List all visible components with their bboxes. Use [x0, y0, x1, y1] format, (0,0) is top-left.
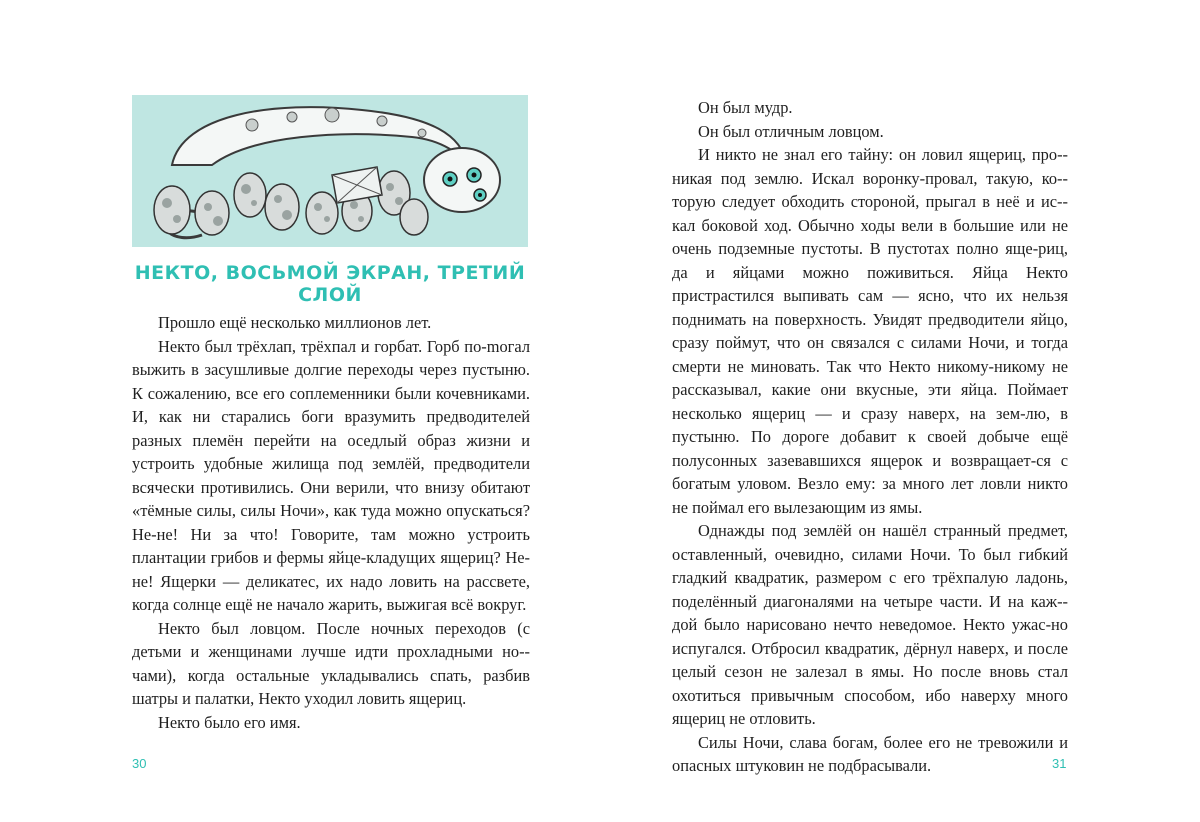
chapter-title: НЕКТО, ВОСЬМОЙ ЭКРАН, ТРЕТИЙ СЛОЙ: [134, 262, 526, 306]
page-number: 30: [132, 756, 147, 771]
paragraph: Некто был трёхлап, трёхпал и горбат. Горб по-mогал выжить в засушливые долгие переходы через пустыню. К сожалению, все его соплеменники были кочевниками. И, как ни старались боги вразумить предводителей разных племён перейти на оседлый образ жизни и устроить удобные жилища под землёй, предводители всячески противились. Они верили, что внизу обитают «тёмные силы, силы Ночи», как туда можно опускаться? Не-не! Ни за что! Говорите, там можно устроить плантации грибов и фермы яйце-кладущих ящериц? Не-не! Ящерки — деликатес, их надо ловить на рассвете, когда солнце ещё не начало жарить, выжигая всё вокруг.: [132, 336, 530, 614]
page-number: 31: [1052, 756, 1067, 771]
paragraph: Прошло ещё несколько миллионов лет.: [158, 313, 432, 332]
paragraph: Силы Ночи, слава богам, более его не тревожили и опасных штуковин не подбрасывали.: [672, 732, 1068, 775]
lizard-with-eggs-illustration: [132, 95, 528, 247]
paragraph: И никто не знал его тайну: он ловил ящериц, про-никая под землю. Искал воронку-провал, такую, ко-торую следует обходить стороной, прыгал в неё и ис-кал боковой ход. Обычно ходы вели в большие или не очень подземные пустоты. В пустотах полно яще-риц, да и яйцами можно поживиться. Яйца Некто пристрастился выпивать сам — ясно, что их нельзя поднимать на поверхность. Увидят предводители яйцо, сразу поймут, что он связался с силами Ночи, и тогда смерти не миновать. Так что Некто никому-никому не рассказывал, какие они вкусные, эти яйца. Поймает несколько ящериц — и сразу наверх, на зем-лю, в пустыню. По дороге добавит к своей добыче ещё полусонных зазевавшихся ящерок и возвращает-ся с богатым уловом. Везло ему: за много лет ловли никто не поймал его вылезающим из ямы.: [672, 145, 1068, 517]
paragraph: Некто было его имя.: [158, 712, 301, 732]
left-page-text: [132, 311, 530, 734]
paragraph: Некто был ловцом. После ночных переходов (с детьми и женщинами лучше идти прохладными но-чами), когда остальные укладывались спать, разбив шатры и палатки, Некто уходил ловить ящериц.: [132, 618, 530, 708]
right-page-text: [672, 96, 1068, 778]
paragraph: Однажды под землёй он нашёл странный предмет, оставленный, очевидно, силами Ночи. То был гибкий гладкий квадратик, размером с его трёхпалую ладонь, поделённый диагоналями на четыре части. И на каж-дой было нарисовано нечто неведомое. Некто ужас-но испугался. Отбросил квадратик, дёрнул наверх, и после целый сезон не залезал в ямы. Но после вновь стал охотиться привычным способом, ибо наверху много ящериц не отловить.: [672, 521, 1068, 728]
paragraph: Он был отличным ловцом.: [698, 121, 884, 141]
paragraph: Он был мудр.: [698, 98, 793, 117]
